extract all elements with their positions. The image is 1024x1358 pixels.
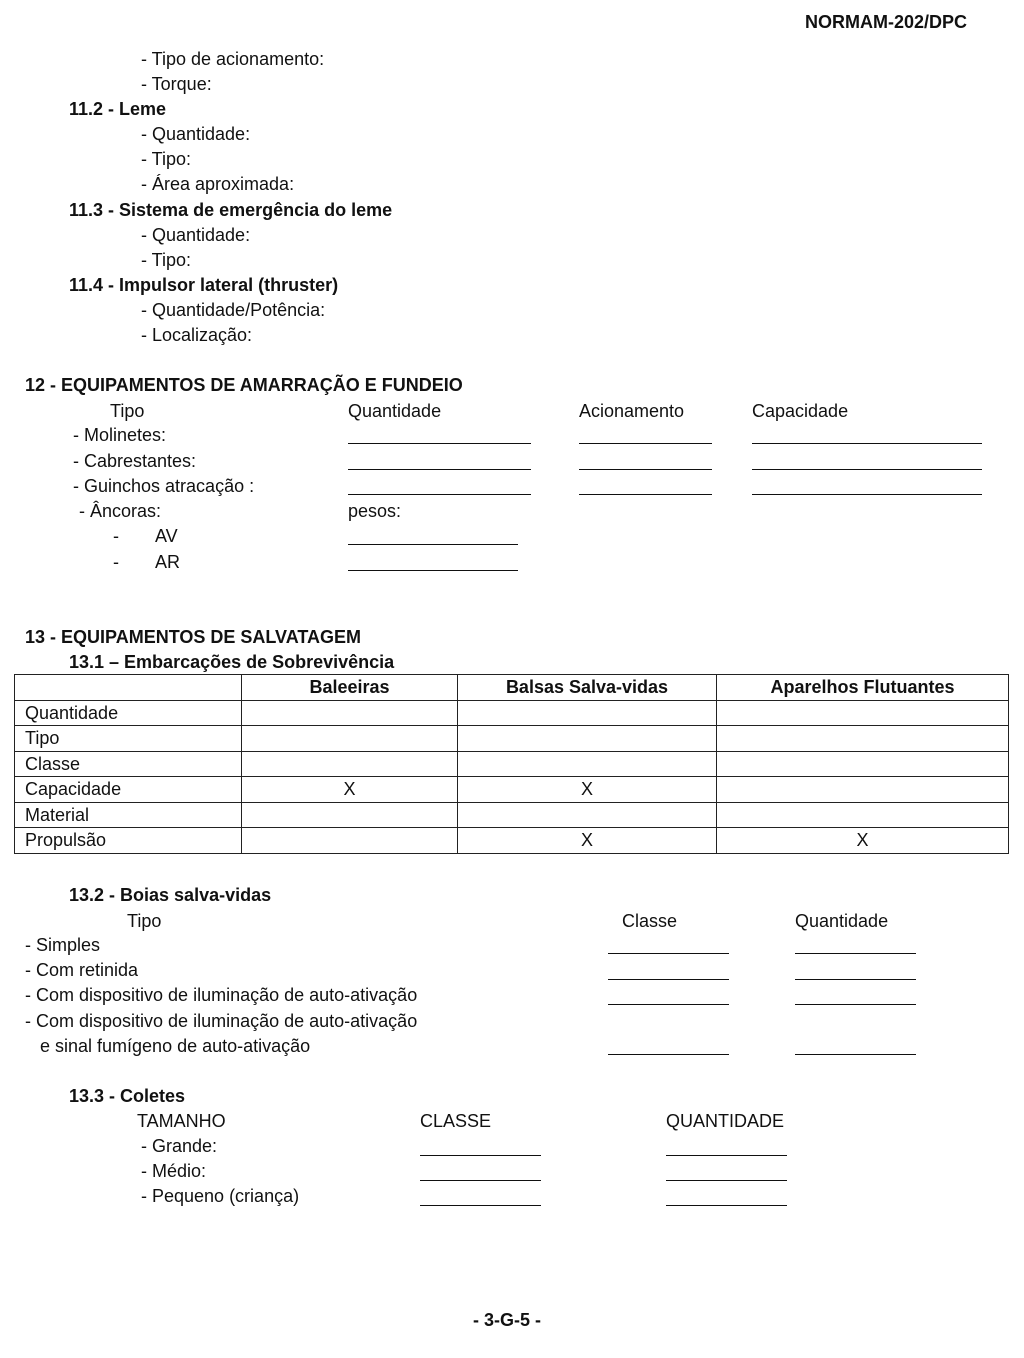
field-label: - Pequeno (criança) bbox=[141, 1186, 300, 1206]
column-header: Tipo bbox=[127, 911, 162, 931]
row-label: Tipo bbox=[15, 726, 242, 752]
row-label: Quantidade bbox=[15, 700, 242, 726]
survival-craft-table bbox=[14, 674, 1009, 854]
blank-line bbox=[608, 1004, 729, 1005]
table-cell: X bbox=[458, 828, 717, 854]
blank-line bbox=[348, 494, 531, 495]
table-row bbox=[15, 802, 1009, 828]
table-cell bbox=[458, 751, 717, 777]
list-item-continuation: e sinal fumígeno de auto-ativação bbox=[40, 1036, 311, 1056]
table-cell bbox=[242, 828, 458, 854]
table-cell bbox=[458, 726, 717, 752]
subsection-title: 11.2 - Leme bbox=[69, 99, 167, 119]
anchor-label: AV bbox=[155, 526, 178, 546]
pesos-label: pesos: bbox=[348, 501, 402, 521]
section-title: 13 - EQUIPAMENTOS DE SALVATAGEM bbox=[25, 627, 362, 647]
table-header-row bbox=[15, 675, 1009, 701]
table-cell bbox=[242, 751, 458, 777]
blank-line bbox=[348, 443, 531, 444]
table-cell bbox=[458, 700, 717, 726]
table-cell: X bbox=[458, 777, 717, 803]
blank-line bbox=[608, 979, 729, 980]
blank-line bbox=[348, 570, 518, 571]
blank-line bbox=[608, 953, 729, 954]
field-label: - Quantidade: bbox=[141, 124, 251, 144]
field-label: - Área aproximada: bbox=[141, 174, 295, 194]
column-header: Capacidade bbox=[752, 401, 849, 421]
blank-line bbox=[795, 1004, 916, 1005]
anchor-label: AR bbox=[155, 552, 181, 572]
anchor-dash: - bbox=[113, 526, 119, 546]
subsection-title: 13.1 – Embarcações de Sobrevivência bbox=[69, 652, 395, 672]
blank-line bbox=[420, 1155, 541, 1156]
column-header bbox=[15, 675, 242, 701]
row-label: Propulsão bbox=[15, 828, 242, 854]
blank-line bbox=[752, 443, 982, 444]
field-label: - Torque: bbox=[141, 74, 212, 94]
field-label: - Quantidade: bbox=[141, 225, 251, 245]
list-item: - Com dispositivo de iluminação de auto-ativação bbox=[25, 1011, 418, 1031]
table-cell bbox=[242, 700, 458, 726]
table-cell: X bbox=[717, 828, 1009, 854]
subsection-title: 11.4 - Impulsor lateral (thruster) bbox=[69, 275, 339, 295]
row-label: - Guinchos atracação : bbox=[73, 476, 255, 496]
blank-line bbox=[579, 443, 712, 444]
field-label: - Tipo de acionamento: bbox=[141, 49, 325, 69]
row-label: Capacidade bbox=[15, 777, 242, 803]
table-cell bbox=[242, 802, 458, 828]
column-header: QUANTIDADE bbox=[666, 1111, 785, 1131]
blank-line bbox=[795, 979, 916, 980]
column-header: Quantidade bbox=[795, 911, 889, 931]
blank-line bbox=[420, 1205, 541, 1206]
table-row bbox=[15, 777, 1009, 803]
blank-line bbox=[752, 494, 982, 495]
list-item: - Com dispositivo de iluminação de auto-ativação bbox=[25, 985, 418, 1005]
blank-line bbox=[348, 544, 518, 545]
table-cell bbox=[717, 777, 1009, 803]
blank-line bbox=[666, 1180, 787, 1181]
list-item: - Simples bbox=[25, 935, 101, 955]
field-label: - Localização: bbox=[141, 325, 253, 345]
row-label: - Âncoras: bbox=[79, 501, 162, 521]
field-label: - Tipo: bbox=[141, 149, 192, 169]
blank-line bbox=[608, 1054, 729, 1055]
list-item: - Com retinida bbox=[25, 960, 139, 980]
table-cell bbox=[717, 802, 1009, 828]
table-row bbox=[15, 726, 1009, 752]
column-header: Classe bbox=[622, 911, 678, 931]
column-header: Tipo bbox=[110, 401, 145, 421]
column-header: TAMANHO bbox=[137, 1111, 226, 1131]
subsection-title: 13.2 - Boias salva-vidas bbox=[69, 885, 272, 905]
row-label: Material bbox=[15, 802, 242, 828]
table-cell: X bbox=[242, 777, 458, 803]
blank-line bbox=[666, 1205, 787, 1206]
anchor-dash: - bbox=[113, 552, 119, 572]
field-label: - Médio: bbox=[141, 1161, 207, 1181]
blank-line bbox=[795, 1054, 916, 1055]
blank-line bbox=[420, 1180, 541, 1181]
document-code: NORMAM-202/DPC bbox=[805, 12, 968, 32]
table-row bbox=[15, 751, 1009, 777]
blank-line bbox=[579, 494, 712, 495]
section-title: 12 - EQUIPAMENTOS DE AMARRAÇÃO E FUNDEIO bbox=[25, 375, 463, 395]
column-header: Baleeiras bbox=[242, 675, 458, 701]
table-cell bbox=[717, 726, 1009, 752]
field-label: - Quantidade/Potência: bbox=[141, 300, 326, 320]
subsection-title: 11.3 - Sistema de emergência do leme bbox=[69, 200, 393, 220]
column-header: Quantidade bbox=[348, 401, 442, 421]
blank-line bbox=[348, 469, 531, 470]
field-label: - Grande: bbox=[141, 1136, 218, 1156]
table-cell bbox=[717, 700, 1009, 726]
column-header: Acionamento bbox=[579, 401, 685, 421]
table-cell bbox=[717, 751, 1009, 777]
page-number: - 3-G-5 - bbox=[473, 1310, 542, 1330]
column-header: Balsas Salva-vidas bbox=[458, 675, 717, 701]
column-header: CLASSE bbox=[420, 1111, 492, 1131]
blank-line bbox=[752, 469, 982, 470]
column-header: Aparelhos Flutuantes bbox=[717, 675, 1009, 701]
table-cell bbox=[242, 726, 458, 752]
table-cell bbox=[458, 802, 717, 828]
field-label: - Tipo: bbox=[141, 250, 192, 270]
row-label: - Cabrestantes: bbox=[73, 451, 197, 471]
table-row bbox=[15, 828, 1009, 854]
row-label: Classe bbox=[15, 751, 242, 777]
blank-line bbox=[666, 1155, 787, 1156]
blank-line bbox=[795, 953, 916, 954]
blank-line bbox=[579, 469, 712, 470]
table-row bbox=[15, 700, 1009, 726]
row-label: - Molinetes: bbox=[73, 425, 167, 445]
subsection-title: 13.3 - Coletes bbox=[69, 1086, 186, 1106]
